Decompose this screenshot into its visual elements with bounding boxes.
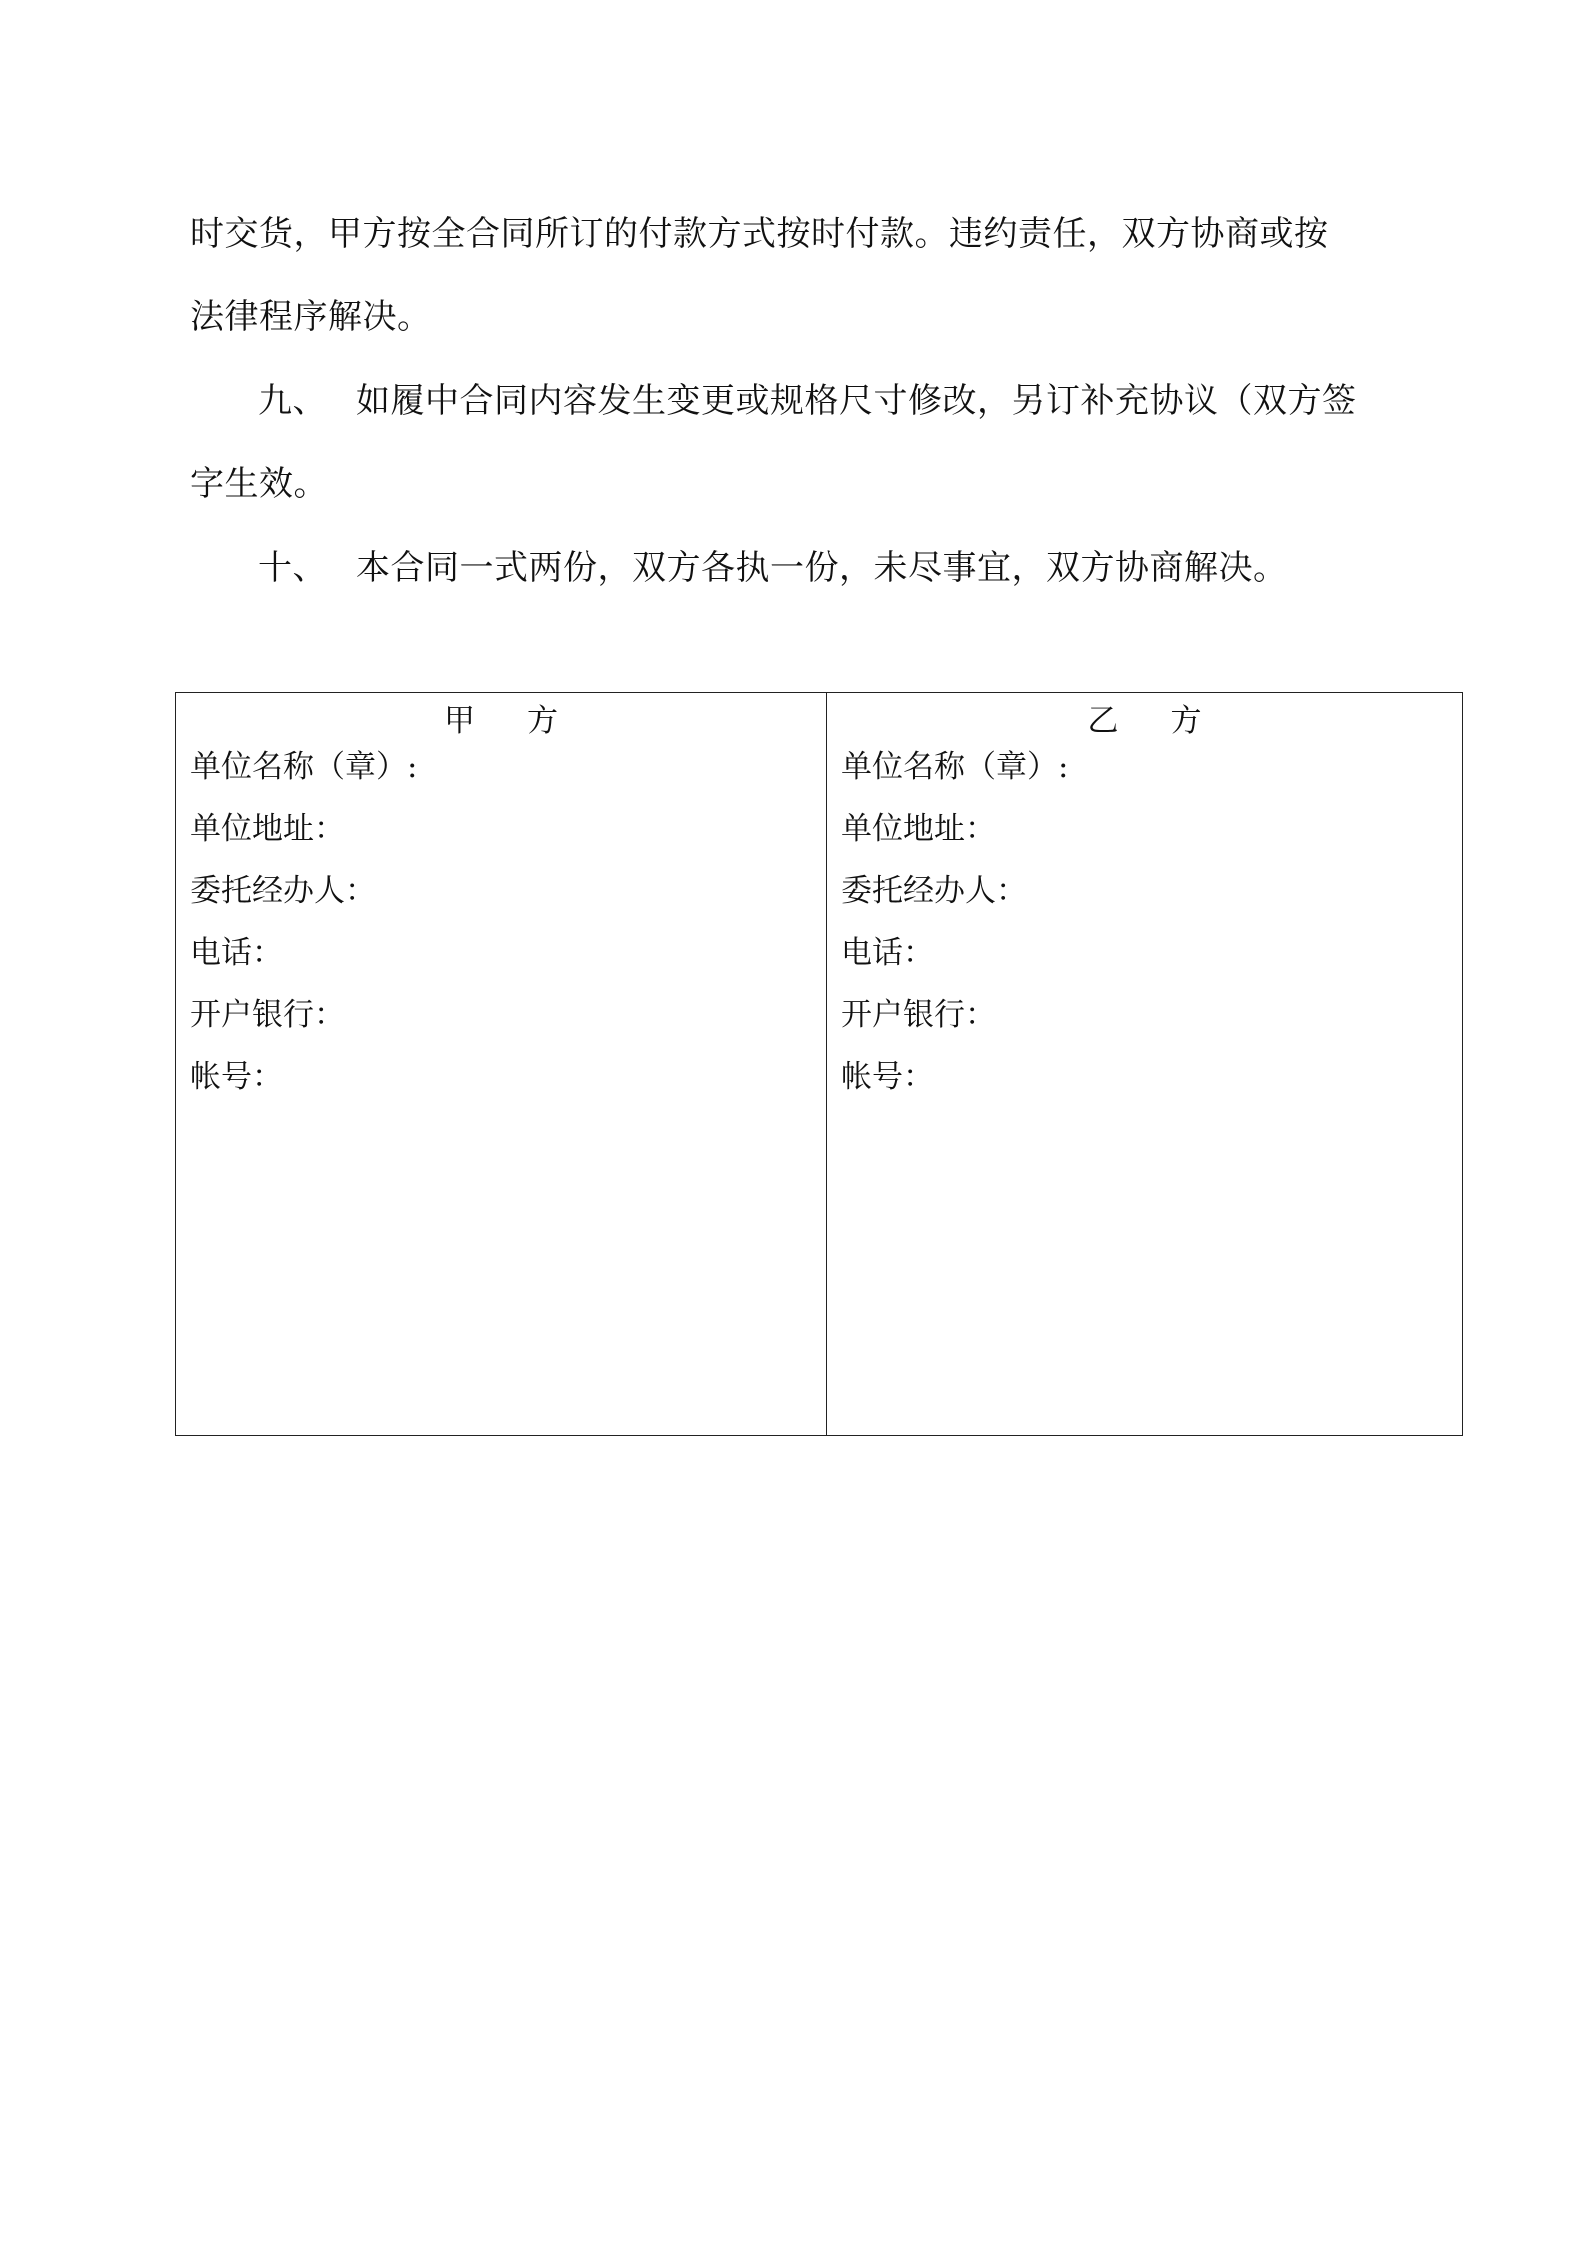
party-b-account-label: 帐号： — [841, 1059, 934, 1095]
clause-8-continuation-line-1: 时交货，甲方按全合同所订的付款方式按时付款。违约责任，双方协商或按 — [190, 214, 1329, 254]
clause-9-line-1 — [258, 381, 1357, 421]
party-a-header: 甲方 — [444, 703, 610, 739]
clause-9-line-2: 字生效。 — [190, 464, 328, 504]
party-b-header: 乙方 — [1087, 703, 1254, 739]
party-a-agent-label: 委托经办人： — [190, 873, 376, 909]
party-a-address-label: 单位地址： — [190, 811, 345, 847]
party-a-company-name-label: 单位名称（章）: — [190, 749, 418, 785]
party-b-agent-label: 委托经办人： — [841, 873, 1027, 909]
party-a-phone-label: 电话： — [190, 935, 283, 971]
clause-9-number: 九、 — [258, 381, 327, 421]
party-a-account-label: 帐号： — [190, 1059, 283, 1095]
clause-10-text: 本合同一式两份，双方各执一份，未尽事宜，双方协商解决。 — [356, 548, 1288, 588]
signature-table — [175, 692, 1463, 1436]
clause-8-continuation-line-2: 法律程序解决。 — [190, 297, 432, 337]
party-b-bank-label: 开户银行： — [841, 997, 996, 1033]
party-b-company-name-label: 单位名称（章）: — [841, 749, 1069, 785]
party-a-column — [176, 693, 827, 1435]
party-a-bank-label: 开户银行： — [190, 997, 345, 1033]
party-b-column — [827, 693, 1462, 1435]
party-b-address-label: 单位地址： — [841, 811, 996, 847]
party-b-phone-label: 电话： — [841, 935, 934, 971]
clause-9-text: 如履中合同内容发生变更或规格尺寸修改，另订补充协议（双方签 — [356, 381, 1357, 421]
clause-10-line — [258, 548, 1288, 588]
clause-10-number: 十、 — [258, 548, 327, 588]
